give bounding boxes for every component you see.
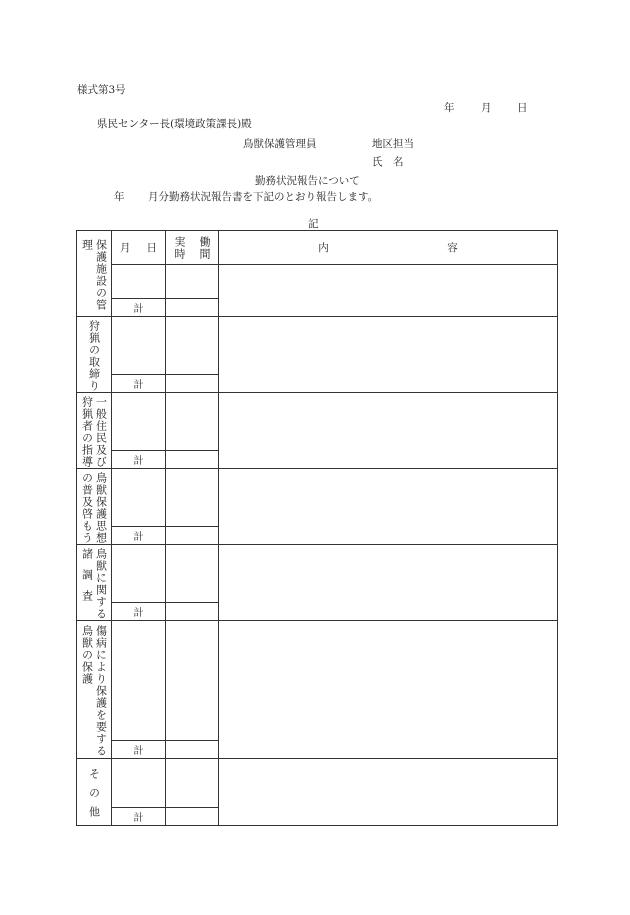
total-label: 計	[112, 527, 166, 545]
addressee: 県民センター長(環境政策課長)殿	[97, 118, 252, 130]
date-month-label: 月	[481, 102, 492, 114]
content-cell[interactable]	[219, 393, 558, 469]
content-cell[interactable]	[219, 265, 558, 317]
category-label-col2: 諸調査	[80, 548, 94, 611]
category-label-col1: 鳥獣保護思想	[94, 472, 108, 544]
form-number: 様式第3号	[77, 84, 126, 96]
category-label-col2: 鳥獣の保護	[80, 625, 94, 685]
total-label: 計	[112, 603, 166, 621]
date-cell[interactable]	[112, 317, 166, 375]
content-cell[interactable]	[219, 469, 558, 545]
hours-cell[interactable]	[166, 469, 219, 527]
hours-label-col1: 実時	[173, 235, 186, 260]
hours-cell[interactable]	[166, 621, 219, 741]
month-day-header	[112, 231, 166, 265]
content-label-1: 内	[318, 242, 329, 254]
total-hours-cell[interactable]	[166, 603, 219, 621]
content-cell[interactable]	[219, 317, 558, 393]
category-awareness	[77, 469, 112, 545]
total-hours-cell[interactable]	[166, 451, 219, 469]
report-table	[76, 230, 558, 826]
category-label-col2: 狩猟者の指導	[80, 396, 94, 468]
total-label: 計	[112, 741, 166, 759]
name-label: 氏 名	[372, 156, 404, 168]
date-year-label: 年	[444, 102, 455, 114]
content-cell[interactable]	[219, 545, 558, 621]
hours-cell[interactable]	[166, 317, 219, 375]
category-label-col1: 一般住民及び	[94, 396, 108, 468]
ki-label: 記	[308, 218, 319, 230]
total-hours-cell[interactable]	[166, 808, 219, 826]
hours-cell[interactable]	[166, 545, 219, 603]
day-label: 日	[146, 242, 157, 254]
date-cell[interactable]	[112, 621, 166, 741]
hours-cell[interactable]	[166, 265, 219, 299]
category-label-col2: の普及啓もう	[80, 472, 94, 544]
total-label: 計	[112, 375, 166, 393]
date-cell[interactable]	[112, 545, 166, 603]
category-label-col1: 保護施設の管	[94, 239, 108, 311]
category-hunting-enforcement	[77, 317, 112, 393]
date-cell[interactable]	[112, 759, 166, 808]
document-title: 勤務状況報告について	[255, 175, 360, 187]
date-cell[interactable]	[112, 265, 166, 299]
month-label: 月	[120, 242, 131, 254]
category-label: その他	[87, 767, 101, 825]
total-label: 計	[112, 299, 166, 317]
intro-year-label: 年	[114, 191, 125, 203]
category-other	[77, 759, 112, 826]
category-guidance	[77, 393, 112, 469]
category-label-col1: 傷病により保護を要する	[94, 625, 108, 757]
intro-text: 月分勤務状況報告書を下記のとおり報告します。	[148, 191, 379, 203]
hours-cell[interactable]	[166, 393, 219, 451]
total-hours-cell[interactable]	[166, 741, 219, 759]
hours-cell[interactable]	[166, 759, 219, 808]
category-injured-wildlife	[77, 621, 112, 759]
total-label: 計	[112, 451, 166, 469]
hours-label-col2: 働間	[198, 235, 211, 260]
date-cell[interactable]	[112, 393, 166, 451]
hours-header	[166, 231, 219, 265]
content-cell[interactable]	[219, 759, 558, 826]
area-label: 地区担当	[372, 138, 414, 150]
date-day-label: 日	[517, 102, 528, 114]
total-hours-cell[interactable]	[166, 299, 219, 317]
sender-title: 鳥獣保護管理員	[243, 138, 317, 150]
category-surveys	[77, 545, 112, 621]
date-cell[interactable]	[112, 469, 166, 527]
category-label-col1: 鳥獣に関する	[94, 548, 108, 620]
content-header	[219, 231, 558, 265]
category-label: 狩猟の取締り	[87, 320, 101, 392]
total-label: 計	[112, 808, 166, 826]
total-hours-cell[interactable]	[166, 375, 219, 393]
content-cell[interactable]	[219, 621, 558, 759]
category-facility-management	[77, 231, 112, 317]
category-label-col2: 理	[80, 239, 94, 251]
total-hours-cell[interactable]	[166, 527, 219, 545]
content-label-2: 容	[447, 242, 458, 254]
